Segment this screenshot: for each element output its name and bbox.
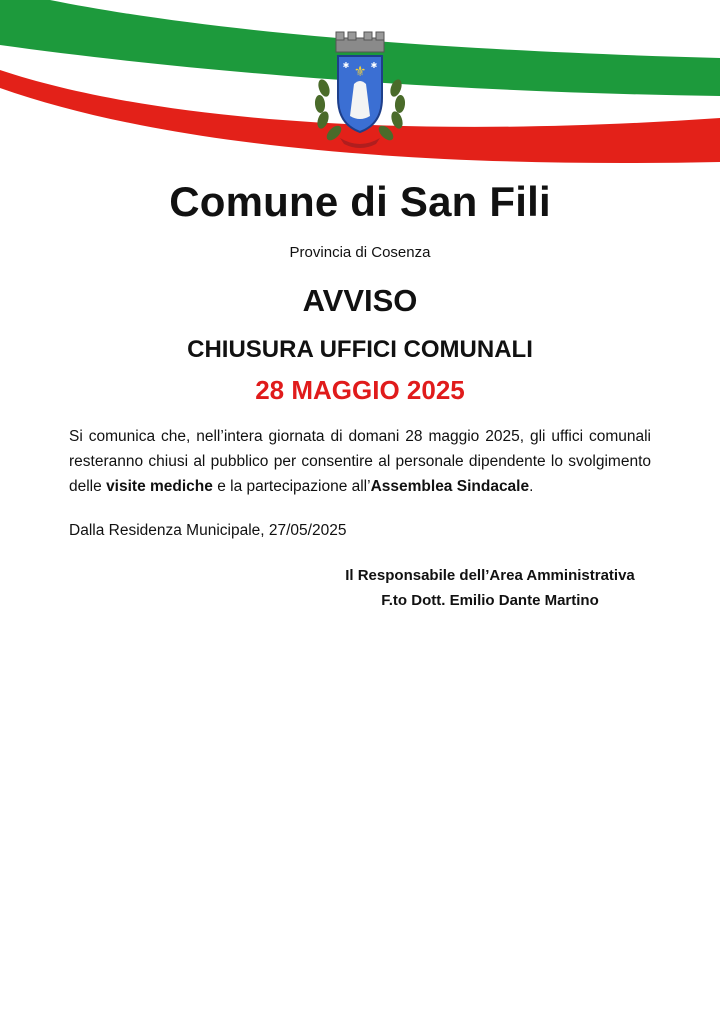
signatory-role: Il Responsabile dell’Area Amministrativa [345,567,635,584]
signatory-name: F.to Dott. Emilio Dante Martino [381,592,599,609]
notice-body [69,424,651,499]
svg-text:⚜: ⚜ [353,64,367,80]
body-bold-medical-visits: visite mediche [106,478,213,495]
notice-heading: AVVISO [302,283,418,318]
notice-subject: CHIUSURA UFFICI COMUNALI [187,336,533,363]
body-bold-union-assembly: Assemblea Sindacale [370,478,530,495]
body-text-part: Si comunica che, nell’intera giornata di domani 28 maggio 2025, gli uffici comunali resteranno chiusi al pubblico per consentire al personale dipendente lo svolgimento delle [69,428,651,495]
body-text-part: e la partecipazione all’ [212,478,371,495]
signature-block [300,563,680,613]
page-title: Comune di San Fili [169,178,551,225]
svg-text:✱: ✱ [342,61,350,70]
svg-text:✱: ✱ [370,61,378,70]
closure-date: 28 MAGGIO 2025 [255,375,465,405]
body-text-part: . [529,478,534,495]
place-and-date: Dalla Residenza Municipale, 27/05/2025 [69,522,347,539]
municipal-crest-icon [310,28,410,152]
province-label: Provincia di Cosenza [289,244,431,261]
